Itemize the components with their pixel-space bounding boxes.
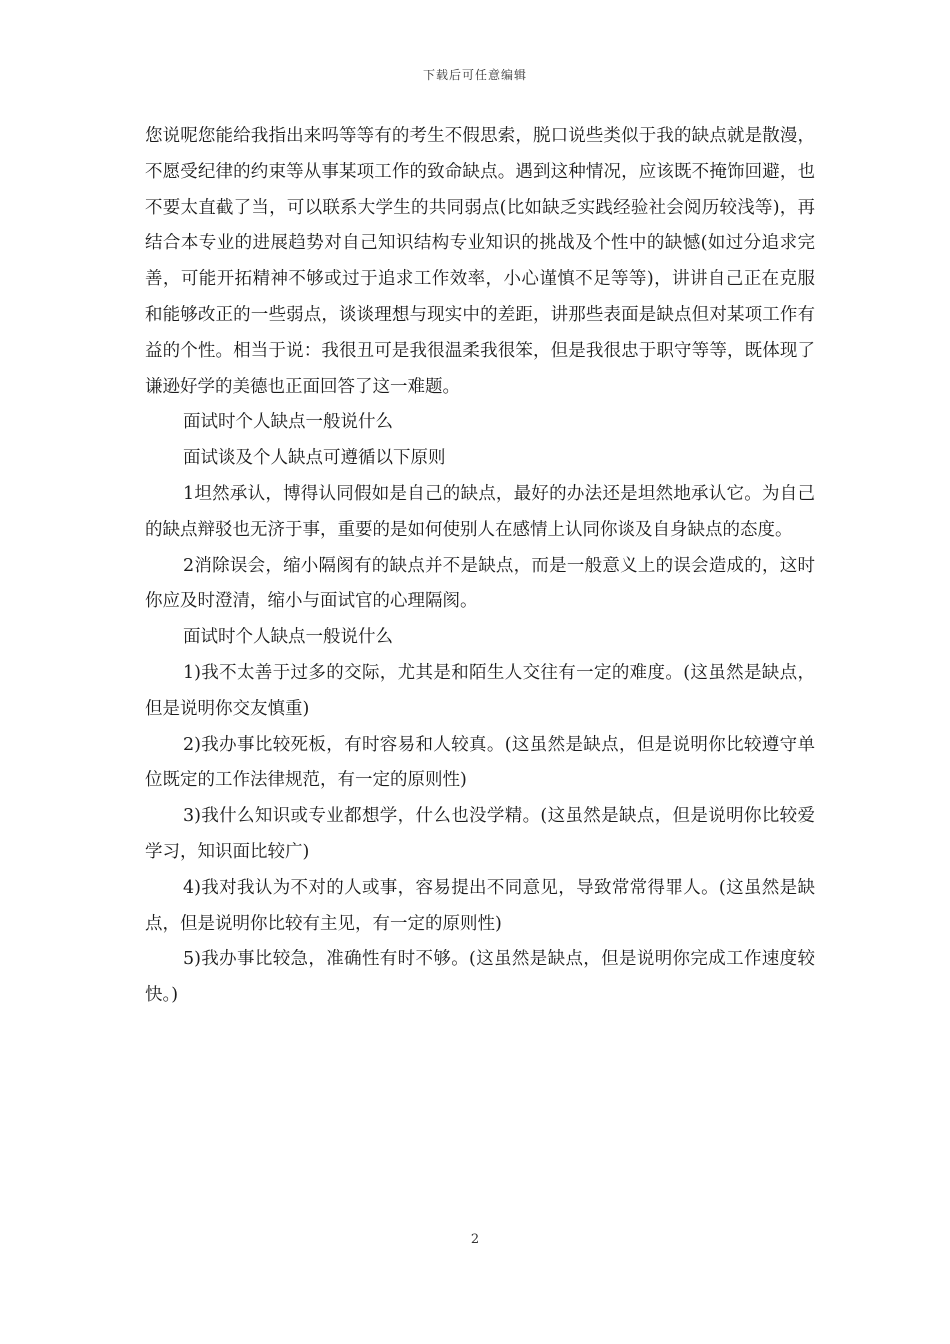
paragraph-heading-2: 面试时个人缺点一般说什么 bbox=[183, 627, 393, 648]
paragraph-item-5: 5)我办事比较急，准确性有时不够。(这虽然是缺点，但是说明你完成工作速度较快。) bbox=[145, 949, 815, 1006]
paragraph-item-4: 4)我对我认为不对的人或事，容易提出不同意见，导致常常得罪人。(这虽然是缺点，但是说明你比较有主见，有一定的原则性) bbox=[145, 877, 815, 934]
paragraph-intro: 您说呢您能给我指出来吗等等有的考生不假思索，脱口说些类似于我的缺点就是散漫，不愿受纪律的约束等从事某项工作的致命缺点。遇到这种情况，应该既不掩饰回避，也不要太直截了当，可以联系大学生的共同弱点(比如缺乏实践经验社会阅历较浅等)，再结合本专业的进展趋势对自己知识结构专业知识的挑战及个性中的缺憾(如过分追求完善，可能开拓精神不够或过于追求工作效率，小心谨慎不足等等)，讲讲自己正在克服和能够改正的一些弱点，谈谈理想与现实中的差距，讲那些表面是缺点但对某项工作有益的个性。相当于说：我很丑可是我很温柔我很笨，但是我很忠于职守等等，既体现了谦逊好学的美德也正面回答了这一难题。 bbox=[145, 126, 815, 397]
page-number: 2 bbox=[470, 1232, 480, 1247]
page-header: 下载后可任意编辑 bbox=[422, 68, 527, 82]
paragraph-principle-1: 1坦然承认，博得认同假如是自己的缺点，最好的办法还是坦然地承认它。为自己的缺点辩驳也无济于事，重要的是如何使别人在感情上认同你谈及自身缺点的态度。 bbox=[145, 483, 815, 540]
paragraph-principles: 面试谈及个人缺点可遵循以下原则 bbox=[183, 448, 446, 469]
paragraph-item-1: 1)我不太善于过多的交际，尤其是和陌生人交往有一定的难度。(这虽然是缺点，但是说明你交友慎重) bbox=[145, 662, 815, 719]
paragraph-item-2: 2)我办事比较死板，有时容易和人较真。(这虽然是缺点，但是说明你比较遵守单位既定的工作法律规范，有一定的原则性) bbox=[145, 734, 815, 791]
document-body bbox=[145, 119, 815, 1014]
paragraph-heading-1: 面试时个人缺点一般说什么 bbox=[183, 412, 393, 433]
paragraph-principle-2: 2消除误会，缩小隔阂有的缺点并不是缺点，而是一般意义上的误会造成的，这时你应及时澄清，缩小与面试官的心理隔阂。 bbox=[145, 555, 815, 612]
paragraph-item-3: 3)我什么知识或专业都想学，什么也没学精。(这虽然是缺点，但是说明你比较爱学习，知识面比较广) bbox=[145, 806, 815, 862]
